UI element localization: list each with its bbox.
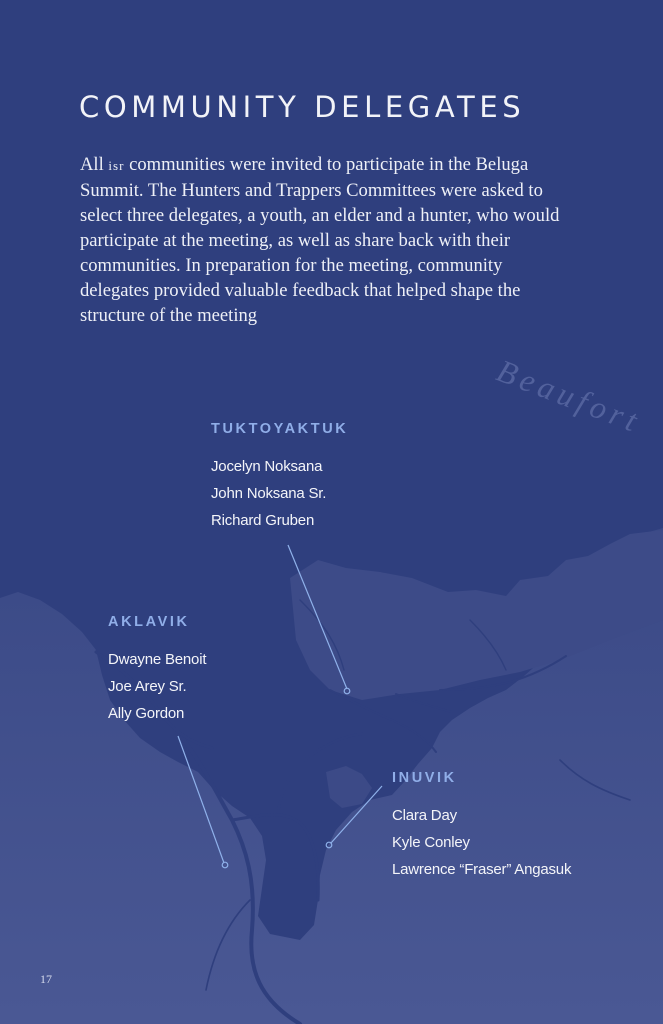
page-title: COMMUNITY DELEGATES [79,90,526,124]
community-inuvik [392,770,571,883]
sea-label: Beaufort [492,352,647,441]
delegate-name: Ally Gordon [108,705,185,722]
community-aklavik [108,614,206,727]
delegate-list [211,453,348,534]
delegate-name: Lawrence “Fraser” Angasuk [392,861,572,878]
delegate-list [108,646,206,727]
intro-abbreviation: isr [108,158,125,173]
delegate-name: Jocelyn Noksana [211,458,323,475]
intro-body: communities were invited to participate in the Beluga Summit. The Hunters and Trappers Committees were asked to select three delegates, a youth, an elder and a hunter, who would participate at the meeting, as well as share back with their communities. In preparation for the meeting, community delegates provided valuable feedback that helped shape the structure of the meeting [80,154,560,326]
community-heading: INUVIK [392,770,457,786]
delegate-name: Clara Day [392,807,457,824]
delegate-name: Kyle Conley [392,834,470,851]
intro-lead: All [80,154,109,175]
delegate-name: Richard Gruben [211,512,315,529]
community-tuktoyaktuk [211,421,348,534]
intro-paragraph [80,152,565,328]
delegate-name: John Noksana Sr. [211,485,327,502]
delegate-list [392,802,571,883]
page-number: 17 [40,972,52,986]
community-heading: AKLAVIK [108,614,190,630]
delegate-name: Joe Arey Sr. [108,678,187,695]
island [326,766,372,808]
community-heading: TUKTOYAKTUK [211,421,349,437]
delegate-name: Dwayne Benoit [108,651,207,668]
